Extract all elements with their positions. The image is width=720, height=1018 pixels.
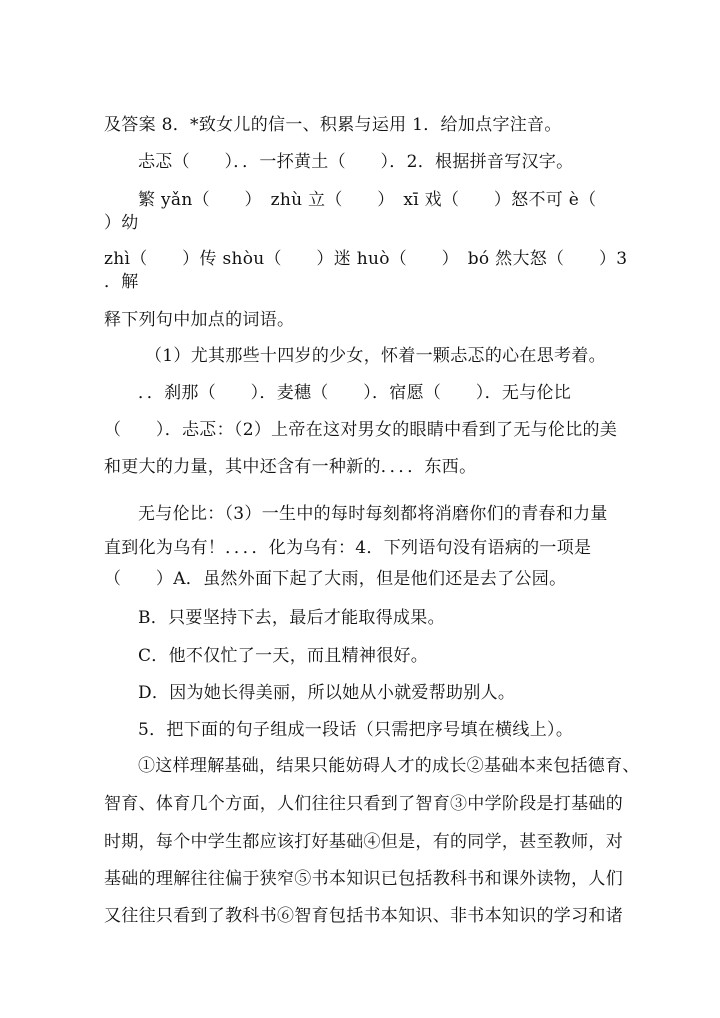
text-line-5: zhì（ ）传 shòu（ ）迷 huò（ ） bó 然大怒（ ）3 (104, 249, 628, 269)
text-line-2: 忐忑（ ）．．一抔黄土（ ）．2．根据拼音写汉字。 (138, 152, 574, 172)
text-line-11: 和更大的力量，其中还含有一种新的．．．．东西。 (104, 457, 477, 477)
text-line-17: D．因为她长得美丽，所以她从小就爱帮助别人。 (138, 683, 516, 703)
text-line-8: （1）尤其那些十四岁的少女，怀着一颗忐忑的心在思考着。 (145, 346, 606, 366)
text-line-18: 5．把下面的句子组成一段话（只需把序号填在横线上）。 (138, 720, 574, 740)
text-line-4: ）幼 (104, 213, 139, 233)
text-line-20: 智育、体育几个方面，人们往往只看到了智育③中学阶段是打基础的 (104, 794, 623, 814)
text-line-1: 及答案 8．*致女儿的信一、积累与运用 1．给加点字注音。 (104, 115, 562, 135)
text-line-6: ．解 (104, 272, 139, 292)
text-line-15: B．只要坚持下去，最后才能取得成果。 (138, 608, 445, 628)
text-line-23: 又往往只看到了教科书⑥智育包括书本知识、非书本知识的学习和诸 (104, 906, 623, 926)
text-line-21: 时期，每个中学生都应该打好基础④但是，有的同学，甚至教师，对 (104, 832, 623, 852)
text-line-13: 直到化为乌有！．．．．化为乌有：4．下列语句没有语病的一项是 (104, 538, 592, 558)
text-line-19: ①这样理解基础，结果只能妨碍人才的成长②基础本来包括德育、 (138, 756, 640, 776)
text-line-12: 无与伦比：（3）一生中的每时每刻都将消磨你们的青春和力量 (138, 504, 608, 524)
text-line-16: C．他不仅忙了一天，而且精神很好。 (138, 646, 429, 666)
text-line-3: 繁 yǎn（ ） zhù 立（ ） xī 戏（ ）怒不可 è（ (138, 190, 597, 210)
text-line-7: 释下列句中加点的词语。 (104, 310, 295, 330)
text-line-22: 基础的理解往往偏于狭窄⑤书本知识已包括教科书和课外读物，人们 (104, 869, 623, 889)
text-line-14: （ ）A．虽然外面下起了大雨，但是他们还是去了公园。 (104, 569, 567, 589)
text-line-9: ．．刹那（ ）．麦穗（ ）．宿愿（ ）．无与伦比 (138, 383, 572, 403)
text-line-10: （ ）．忐忑：（2）上帝在这对男女的眼睛中看到了无与伦比的美 (104, 420, 618, 440)
